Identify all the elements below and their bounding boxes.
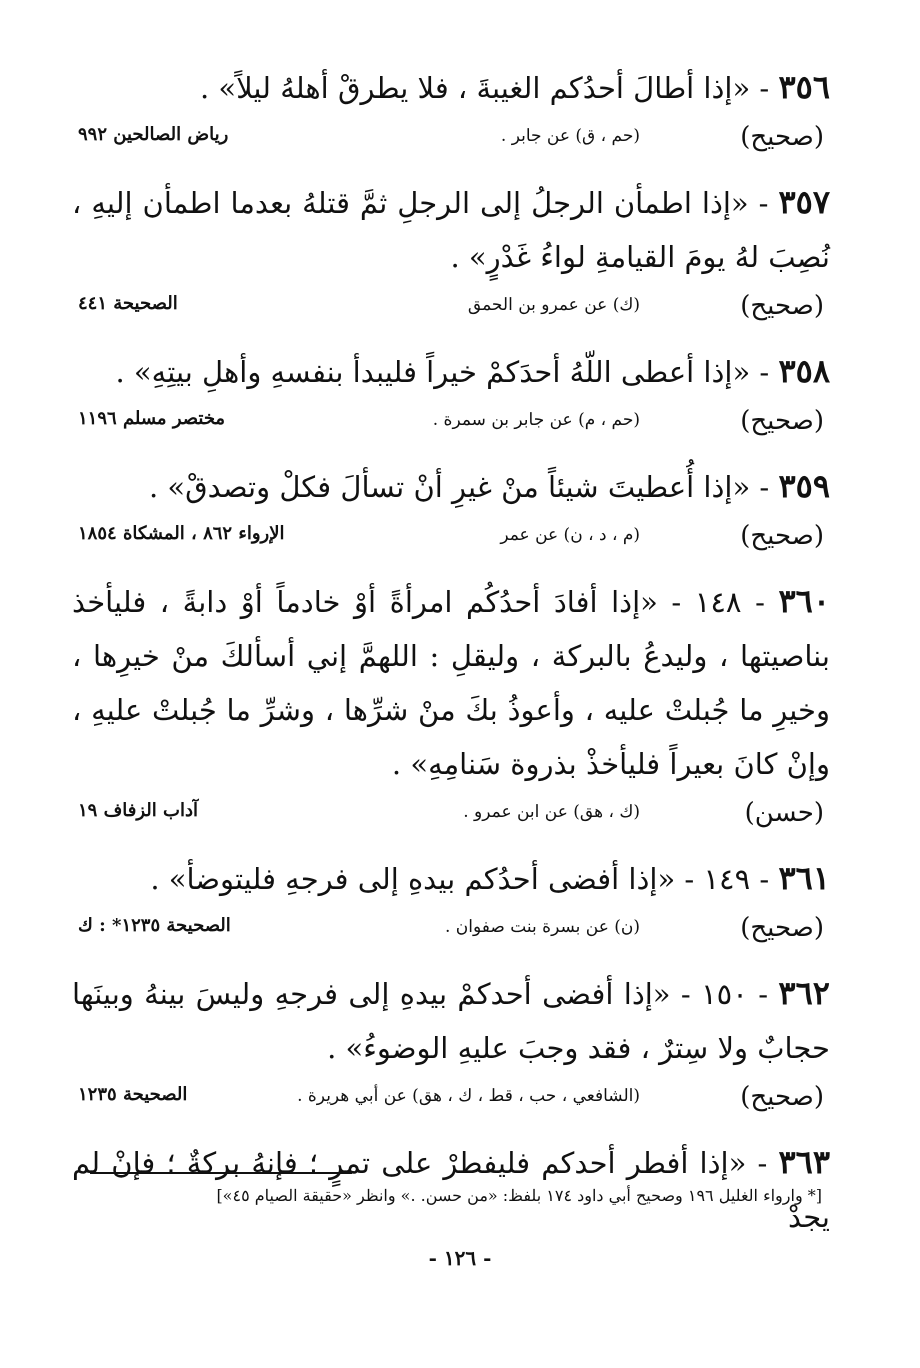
hadith-text bbox=[72, 344, 830, 399]
source-citation: (ك ، هق) عن ابن عمرو . bbox=[463, 802, 640, 822]
source-citation: (حم ، م) عن جابر بن سمرة . bbox=[432, 410, 640, 430]
hadith-entry bbox=[72, 574, 830, 837]
hadith-body: - «إذا أطالَ أحدُكم الغيبةَ ، فلا يطرقْ أهلهُ ليلاً» . bbox=[199, 71, 770, 105]
hadith-meta bbox=[72, 1077, 830, 1121]
hadith-body: - ١٤٩ - «إذا أفضى أحدُكم بيدهِ إلى فرجهِ فليتوضأ» . bbox=[150, 862, 770, 896]
hadith-number: ٣٥٧ bbox=[778, 183, 831, 221]
hadith-meta bbox=[72, 793, 830, 837]
reference-citation: الصحيحة ١٢٣٥* : ك bbox=[78, 915, 231, 936]
hadith-entry bbox=[72, 851, 830, 952]
reference-citation: الإرواء ٨٦٢ ، المشكاة ١٨٥٤ bbox=[78, 523, 285, 544]
hadith-number: ٣٦٢ bbox=[778, 974, 830, 1012]
hadith-number: ٣٦٠ bbox=[778, 582, 830, 620]
grade-label: (صحيح) bbox=[740, 122, 824, 152]
grade-label: (صحيح) bbox=[740, 521, 824, 551]
hadith-body: - «إذا أعطى اللّهُ أحدَكمْ خيراً فليبدأ بنفسهِ وأهلِ بيتِهِ» . bbox=[115, 355, 770, 389]
reference-citation: رياض الصالحين ٩٩٢ bbox=[78, 124, 229, 145]
reference-citation: آداب الزفاف ١٩ bbox=[78, 800, 199, 821]
hadith-number: ٣٥٨ bbox=[778, 352, 830, 390]
hadith-number: ٣٦٣ bbox=[778, 1143, 830, 1181]
footnote: [* وارواء الغليل ١٩٦ وصحيح أبي داود ١٧٤ بلفظ: «من حسن. .» وانظر «حقيقة الصيام ٤٥»] bbox=[216, 1186, 822, 1205]
hadith-entry bbox=[72, 344, 830, 445]
footnote-divider bbox=[90, 1172, 352, 1174]
hadith-number: ٣٥٩ bbox=[778, 467, 830, 505]
hadith-body: - ١٥٠ - «إذا أفضى أحدكمْ بيدهِ إلى فرجهِ وليسَ بينهُ وبينَها حجابٌ ولا سِترٌ ، فقد وجبَ عليهِ الوضوءُ» . bbox=[72, 977, 830, 1065]
hadith-text bbox=[72, 60, 830, 115]
hadith-body: - «إذا أفطر أحدكم فليفطرْ على تمرٍ ؛ فإنهُ بركةٌ ؛ فإنْ لم يجدْ bbox=[72, 1146, 830, 1234]
hadith-text bbox=[72, 175, 830, 284]
hadith-entry bbox=[72, 966, 830, 1121]
reference-citation: مختصر مسلم ١١٩٦ bbox=[78, 408, 226, 429]
source-citation: (الشافعي ، حب ، قط ، ك ، هق) عن أبي هريرة . bbox=[297, 1086, 640, 1106]
grade-label: (صحيح) bbox=[740, 913, 824, 943]
hadith-meta bbox=[72, 401, 830, 445]
page-number: - ١٢٦ - bbox=[428, 1246, 492, 1270]
hadith-text bbox=[72, 459, 830, 514]
grade-label: (حسن) bbox=[744, 798, 824, 828]
hadith-text bbox=[72, 966, 830, 1075]
source-citation: (م ، د ، ن) عن عمر bbox=[500, 525, 640, 545]
hadith-body: - ١٤٨ - «إذا أفادَ أحدُكُم امرأةً أوْ خادماً أوْ دابةً ، فليأخذ بناصيتها ، وليدعُ بالبركة ، وليقلِ : اللهمَّ إني أسألكَ منْ خيرِها ، وخيرِ ما جُبلتْ عليه ، وأعوذُ بكَ منْ شرِّها ، وشرِّ ما جُبلتْ عليهِ ، وإنْ كانَ بعيراً فليأخذْ بذروة سَنامِهِ» . bbox=[72, 585, 830, 781]
hadith-meta bbox=[72, 516, 830, 560]
source-citation: (حم ، ق) عن جابر . bbox=[500, 126, 640, 146]
hadith-meta bbox=[72, 908, 830, 952]
hadith-text bbox=[72, 574, 830, 791]
hadith-meta bbox=[72, 117, 830, 161]
page-body bbox=[72, 60, 830, 1258]
hadith-entry bbox=[72, 60, 830, 161]
source-citation: (ن) عن بسرة بنت صفوان . bbox=[444, 917, 640, 937]
hadith-body: - «إذا اطمأن الرجلُ إلى الرجلِ ثمَّ قتلهُ بعدما اطمأن إليهِ ، نُصِبَ لهُ يومَ القيامةِ لواءُ غَدْرٍ» . bbox=[72, 186, 830, 274]
grade-label: (صحيح) bbox=[740, 1082, 824, 1112]
reference-citation: الصحيحة ١٢٣٥ bbox=[78, 1084, 188, 1105]
hadith-number: ٣٦١ bbox=[778, 859, 830, 897]
grade-label: (صحيح) bbox=[740, 406, 824, 436]
hadith-text bbox=[72, 851, 830, 906]
hadith-body: - «إذا أُعطيتَ شيئاً منْ غيرِ أنْ تسألَ فكلْ وتصدقْ» . bbox=[148, 470, 770, 504]
hadith-meta bbox=[72, 286, 830, 330]
reference-citation: الصحيحة ٤٤١ bbox=[78, 293, 178, 314]
hadith-entry bbox=[72, 175, 830, 330]
hadith-entry bbox=[72, 459, 830, 560]
source-citation: (ك) عن عمرو بن الحمق bbox=[467, 295, 640, 315]
grade-label: (صحيح) bbox=[740, 291, 824, 321]
hadith-number: ٣٥٦ bbox=[778, 68, 830, 106]
